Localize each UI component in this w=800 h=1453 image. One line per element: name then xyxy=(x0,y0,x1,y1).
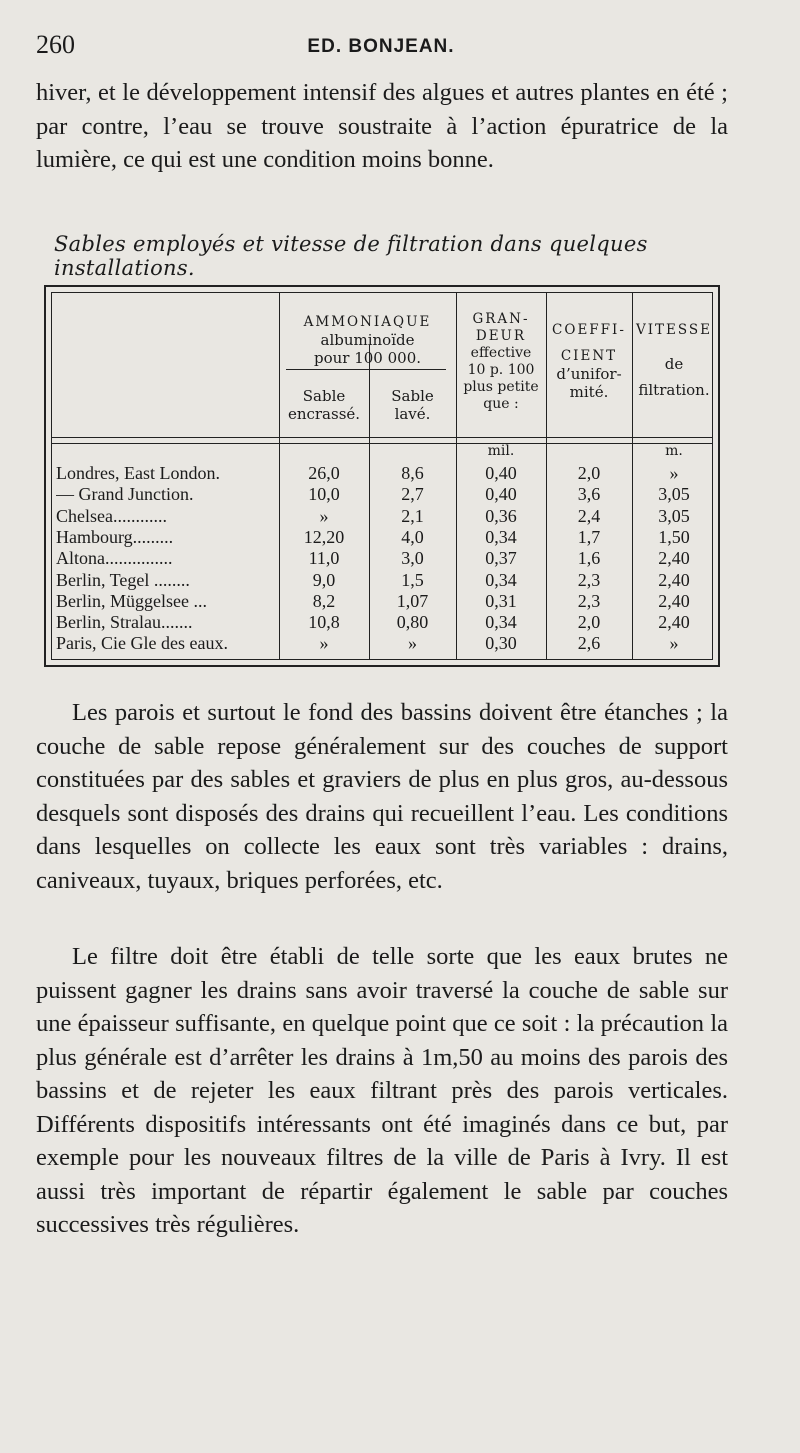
data-table xyxy=(44,285,720,667)
table-row xyxy=(52,612,712,633)
table-row xyxy=(52,570,712,591)
cell-lave: 2,7 xyxy=(401,484,424,505)
table-row xyxy=(52,484,712,505)
cell-lave: 3,0 xyxy=(401,548,424,569)
cell-grandeur: 0,34 xyxy=(485,612,517,633)
paragraph-walls: Les parois et surtout le fond des bassins doivent être étanches ; la couche de sable repose généralement sur des couches de support constituées par des sables et graviers de plus en plus gros, au-dessous desquels sont disposés des drains qui recueillent l’eau. Les conditions dans lesquelles on collecte les eaux sont très variables : drains, caniveaux, tuyaux, briques perforées, etc. xyxy=(36,699,728,894)
cell-encrasse: 10,0 xyxy=(308,484,340,505)
cell-grandeur: 0,34 xyxy=(485,526,517,547)
cell-vitesse: 1,50 xyxy=(658,526,690,547)
cell-grandeur: 0,37 xyxy=(485,548,517,569)
header-ammoniaque: AMMONIAQUE albuminoïde pour 100 000. xyxy=(303,314,432,367)
cell-grandeur: 0,31 xyxy=(485,590,517,611)
row-installation: Berlin, Tegel ........ xyxy=(56,569,190,590)
cell-coeff: 2,6 xyxy=(577,633,601,654)
unit-vitesse: m. xyxy=(665,443,683,459)
cell-coeff: 1,6 xyxy=(577,548,601,569)
table-row xyxy=(52,506,712,527)
cell-lave: 4,0 xyxy=(401,526,424,547)
header-sable-encrasse: Sable encrassé. xyxy=(287,387,361,423)
page-header xyxy=(36,30,726,64)
cell-vitesse: » xyxy=(669,633,679,654)
header-sable-lave: Sable lavé. xyxy=(391,387,434,423)
cell-encrasse: » xyxy=(319,633,329,654)
cell-coeff: 2,0 xyxy=(577,463,601,483)
row-installation: — Grand Junction. xyxy=(56,484,194,505)
cell-coeff: 3,6 xyxy=(577,484,601,505)
paragraph-filter: Le filtre doit être établi de telle sorte que les eaux brutes ne puissent gagner les drains sans avoir traversé la couche de sable sur une épaisseur suffisante, en quelque point que ce soit : la précaution la plus générale est d’arrêter les drains à 1m,50 au moins des parois des bassins et de rejeter les eaux filtrant près des parois verticales. Différents dispositifs intéressants ont été imaginés dans ce but, par exemple pour les nouveaux filtres de la ville de Paris à Ivry. Il est aussi très important de répartir également le sable par couches successives très régulières. xyxy=(36,943,728,1238)
header-coefficient: COEFFI- CIENT d’unifor- mité. xyxy=(552,322,626,401)
cell-lave: 2,1 xyxy=(401,505,424,526)
row-installation: Chelsea............ xyxy=(56,505,167,526)
intro-paragraph: hiver, et le développement intensif des algues et autres plantes en été ; par contre, l’eau se trouve soustraite à l’action épuratrice de la lumière, ce qui est une condition moins bonne. xyxy=(36,79,728,173)
cell-coeff: 2,3 xyxy=(577,590,601,611)
row-installation: Londres, East London. xyxy=(56,463,220,483)
table-row xyxy=(52,633,712,654)
table-frame xyxy=(51,292,713,660)
cell-vitesse: 2,40 xyxy=(658,569,690,590)
header-subline xyxy=(286,369,446,370)
cell-coeff: 2,0 xyxy=(577,612,601,633)
cell-grandeur: 0,30 xyxy=(485,633,517,654)
cell-vitesse: » xyxy=(669,463,679,483)
row-installation: Paris, Cie Gle des eaux. xyxy=(56,633,228,654)
cell-grandeur: 0,34 xyxy=(485,569,517,590)
cell-lave: 0,80 xyxy=(396,612,429,633)
unit-grandeur: mil. xyxy=(487,443,515,459)
header-grandeur: GRAN- DEUR effective 10 p. 100 plus petite que : xyxy=(463,311,539,412)
table-caption: Sables employés et vitesse de filtration dans quelques installations. xyxy=(54,232,648,280)
row-installation: Altona............... xyxy=(56,548,173,569)
table-row xyxy=(52,548,712,569)
cell-vitesse: 2,40 xyxy=(658,590,690,611)
cell-vitesse: 3,05 xyxy=(658,505,690,526)
cell-vitesse: 2,40 xyxy=(658,548,690,569)
cell-lave: » xyxy=(408,633,417,654)
cell-coeff: 2,4 xyxy=(577,505,601,526)
header-separator xyxy=(52,437,712,444)
cell-grandeur: 0,36 xyxy=(485,505,517,526)
running-title: ED. BONJEAN. xyxy=(307,36,455,57)
cell-lave: 1,07 xyxy=(396,590,429,611)
cell-encrasse: 11,0 xyxy=(308,548,340,569)
cell-coeff: 2,3 xyxy=(577,569,601,590)
cell-coeff: 1,7 xyxy=(577,526,601,547)
page-number: 260 xyxy=(36,30,75,59)
table-row xyxy=(52,527,712,548)
cell-vitesse: 2,40 xyxy=(658,612,690,633)
cell-encrasse: 12,20 xyxy=(303,526,345,547)
table-row xyxy=(52,591,712,612)
cell-encrasse: » xyxy=(319,505,329,526)
cell-encrasse: 26,0 xyxy=(308,463,340,483)
row-installation: Berlin, Stralau....... xyxy=(56,612,193,633)
cell-encrasse: 9,0 xyxy=(312,569,336,590)
table-row xyxy=(52,463,712,484)
cell-lave: 8,6 xyxy=(401,463,424,483)
row-installation: Hambourg......... xyxy=(56,526,174,547)
cell-vitesse: 3,05 xyxy=(658,484,690,505)
header-vitesse: VITESSE de filtration. xyxy=(635,322,713,399)
cell-grandeur: 0,40 xyxy=(485,484,517,505)
cell-encrasse: 10,8 xyxy=(308,612,340,633)
cell-lave: 1,5 xyxy=(401,569,424,590)
cell-encrasse: 8,2 xyxy=(312,590,336,611)
cell-grandeur: 0,40 xyxy=(485,463,517,483)
row-installation: Berlin, Müggelsee ... xyxy=(56,590,207,611)
